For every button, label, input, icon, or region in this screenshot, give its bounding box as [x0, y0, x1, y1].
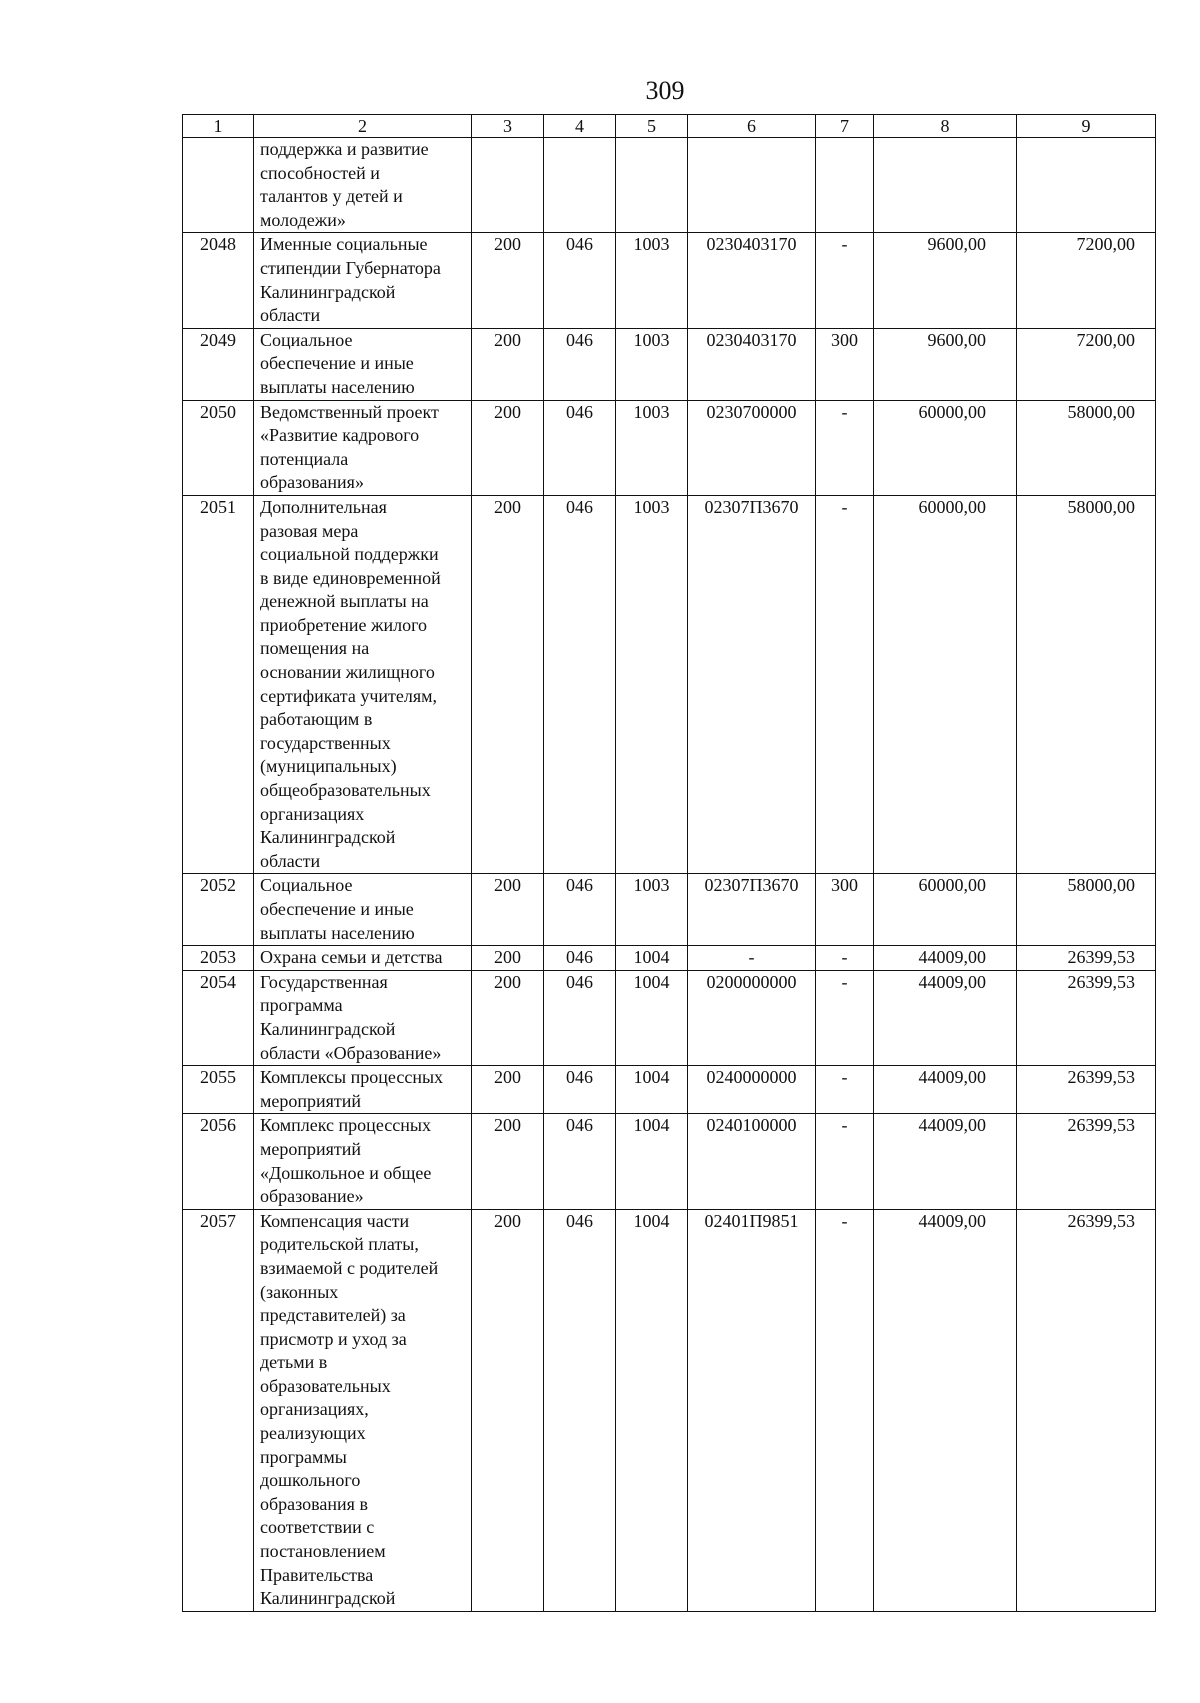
column-3-code: 200	[472, 970, 544, 1065]
expense-type-code: -	[816, 970, 874, 1065]
column-header-8: 8	[874, 115, 1017, 138]
column-5-code: 1004	[616, 1114, 688, 1209]
target-article-code: 0230403170	[688, 233, 816, 328]
target-article-code: 02307П3670	[688, 874, 816, 946]
row-number: 2050	[183, 400, 254, 495]
column-3-code: 200	[472, 233, 544, 328]
amount-column-8: 9600,00	[874, 328, 1017, 400]
column-4-code: 046	[544, 400, 616, 495]
column-5-code: 1004	[616, 1209, 688, 1611]
amount-column-8	[874, 138, 1017, 233]
row-name: Дополнительная разовая мера социальной поддержки в виде единовременной денежной выплаты на приобретение жилого помещения на основании жилищного сертификата учителям, работающим в государственных (муниципальных) общеобразовательных организациях Калининградской области	[254, 495, 472, 874]
amount-column-9: 58000,00	[1017, 400, 1156, 495]
row-number: 2055	[183, 1066, 254, 1114]
column-header-3: 3	[472, 115, 544, 138]
column-4-code	[544, 138, 616, 233]
row-number: 2051	[183, 495, 254, 874]
column-3-code: 200	[472, 328, 544, 400]
target-article-code	[688, 138, 816, 233]
table-row	[183, 400, 1156, 495]
column-5-code: 1004	[616, 1066, 688, 1114]
column-3-code	[472, 138, 544, 233]
amount-column-9: 58000,00	[1017, 495, 1156, 874]
amount-column-9: 26399,53	[1017, 1066, 1156, 1114]
row-name: Ведомственный проект «Развитие кадрового потенциала образования»	[254, 400, 472, 495]
column-3-code: 200	[472, 946, 544, 971]
amount-column-8: 44009,00	[874, 1209, 1017, 1611]
column-3-code: 200	[472, 495, 544, 874]
row-name: поддержка и развитие способностей и талантов у детей и молодежи»	[254, 138, 472, 233]
target-article-code: 0230403170	[688, 328, 816, 400]
budget-table	[182, 114, 1156, 1612]
column-5-code: 1003	[616, 400, 688, 495]
column-3-code: 200	[472, 1114, 544, 1209]
column-header-5: 5	[616, 115, 688, 138]
row-number: 2053	[183, 946, 254, 971]
amount-column-9: 7200,00	[1017, 328, 1156, 400]
column-5-code: 1004	[616, 946, 688, 971]
table-row	[183, 946, 1156, 971]
table-row	[183, 1066, 1156, 1114]
row-name: Социальное обеспечение и иные выплаты населению	[254, 328, 472, 400]
row-number: 2056	[183, 1114, 254, 1209]
target-article-code: 0200000000	[688, 970, 816, 1065]
amount-column-9: 26399,53	[1017, 1209, 1156, 1611]
row-name: Государственная программа Калининградской области «Образование»	[254, 970, 472, 1065]
expense-type-code: -	[816, 1114, 874, 1209]
column-5-code: 1003	[616, 233, 688, 328]
expense-type-code: -	[816, 233, 874, 328]
page-number: 309	[645, 76, 685, 105]
header-row	[183, 115, 1156, 138]
row-number: 2049	[183, 328, 254, 400]
column-4-code: 046	[544, 328, 616, 400]
column-4-code: 046	[544, 946, 616, 971]
target-article-code: -	[688, 946, 816, 971]
column-5-code: 1004	[616, 970, 688, 1065]
amount-column-9: 26399,53	[1017, 946, 1156, 971]
row-name: Комплексы процессных мероприятий	[254, 1066, 472, 1114]
amount-column-8: 60000,00	[874, 400, 1017, 495]
table-body	[183, 138, 1156, 1612]
amount-column-8: 60000,00	[874, 874, 1017, 946]
target-article-code: 02307П3670	[688, 495, 816, 874]
column-3-code: 200	[472, 1209, 544, 1611]
column-header-7: 7	[816, 115, 874, 138]
column-3-code: 200	[472, 400, 544, 495]
column-header-2: 2	[254, 115, 472, 138]
amount-column-8: 44009,00	[874, 1066, 1017, 1114]
column-4-code: 046	[544, 1066, 616, 1114]
table-row	[183, 1209, 1156, 1611]
column-header-6: 6	[688, 115, 816, 138]
column-3-code: 200	[472, 1066, 544, 1114]
amount-column-8: 44009,00	[874, 970, 1017, 1065]
amount-column-8: 60000,00	[874, 495, 1017, 874]
amount-column-9	[1017, 138, 1156, 233]
target-article-code: 02401П9851	[688, 1209, 816, 1611]
amount-column-8: 9600,00	[874, 233, 1017, 328]
target-article-code: 0240000000	[688, 1066, 816, 1114]
expense-type-code: 300	[816, 328, 874, 400]
amount-column-8: 44009,00	[874, 946, 1017, 971]
column-4-code: 046	[544, 495, 616, 874]
column-header-1: 1	[183, 115, 254, 138]
table-row	[183, 970, 1156, 1065]
row-name: Именные социальные стипендии Губернатора Калининградской области	[254, 233, 472, 328]
expense-type-code: -	[816, 400, 874, 495]
column-header-9: 9	[1017, 115, 1156, 138]
expense-type-code: -	[816, 1209, 874, 1611]
column-5-code: 1003	[616, 328, 688, 400]
table-row	[183, 233, 1156, 328]
amount-column-9: 26399,53	[1017, 970, 1156, 1065]
row-name: Охрана семьи и детства	[254, 946, 472, 971]
amount-column-9: 26399,53	[1017, 1114, 1156, 1209]
expense-type-code: -	[816, 495, 874, 874]
row-number: 2057	[183, 1209, 254, 1611]
row-name: Социальное обеспечение и иные выплаты населению	[254, 874, 472, 946]
row-name: Комплекс процессных мероприятий «Дошкольное и общее образование»	[254, 1114, 472, 1209]
column-5-code	[616, 138, 688, 233]
table-row	[183, 1114, 1156, 1209]
expense-type-code: -	[816, 946, 874, 971]
column-4-code: 046	[544, 233, 616, 328]
target-article-code: 0240100000	[688, 1114, 816, 1209]
target-article-code: 0230700000	[688, 400, 816, 495]
amount-column-8: 44009,00	[874, 1114, 1017, 1209]
table-row	[183, 495, 1156, 874]
table-row	[183, 138, 1156, 233]
row-number	[183, 138, 254, 233]
row-number: 2052	[183, 874, 254, 946]
column-4-code: 046	[544, 1114, 616, 1209]
column-4-code: 046	[544, 874, 616, 946]
row-name: Компенсация части родительской платы, взимаемой с родителей (законных представителей) за присмотр и уход за детьми в образовательных организациях, реализующих программы дошкольного образования в соответствии с постановлением Правительства Калининградской	[254, 1209, 472, 1611]
expense-type-code	[816, 138, 874, 233]
column-header-4: 4	[544, 115, 616, 138]
row-number: 2054	[183, 970, 254, 1065]
column-4-code: 046	[544, 1209, 616, 1611]
column-3-code: 200	[472, 874, 544, 946]
column-5-code: 1003	[616, 874, 688, 946]
column-4-code: 046	[544, 970, 616, 1065]
table-row	[183, 328, 1156, 400]
expense-type-code: -	[816, 1066, 874, 1114]
column-5-code: 1003	[616, 495, 688, 874]
amount-column-9: 58000,00	[1017, 874, 1156, 946]
table-row	[183, 874, 1156, 946]
expense-type-code: 300	[816, 874, 874, 946]
row-number: 2048	[183, 233, 254, 328]
amount-column-9: 7200,00	[1017, 233, 1156, 328]
